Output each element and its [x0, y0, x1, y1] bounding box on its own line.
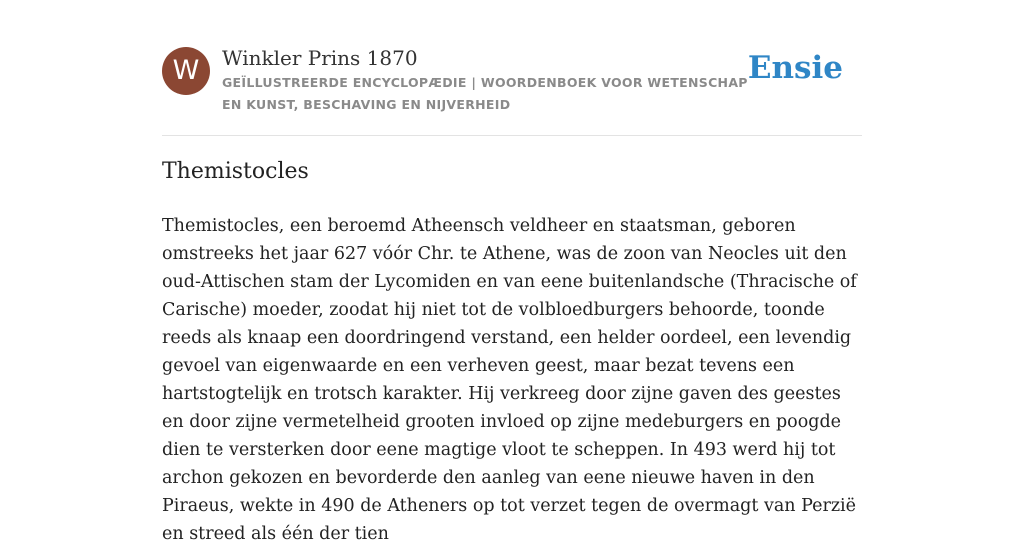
article-title: Themistocles — [162, 159, 309, 184]
source-header — [162, 46, 862, 136]
brand-logo-link[interactable]: Ensie — [747, 50, 843, 86]
source-subtitle: GEÏLLUSTREERDE ENCYCLOPÆDIE | WOORDENBOEK VOOR WETENSCHAP EN KUNST, BESCHAVING EN NIJVERHEID — [222, 75, 748, 112]
source-avatar[interactable]: W — [162, 47, 210, 95]
article-body: Themistocles, een beroemd Atheensch veldheer en staatsman, geboren omstreeks het jaar 627 vóór Chr. te Athene, was de zoon van Neocles uit den oud-Attischen stam der Lycomiden en van eene buitenlandsche (Thracische of Carische) moeder, zoodat hij niet tot de volbloedburgers behoorde, toonde reeds als knaap een doordringend verstand, een helder oordeel, een levendig gevoel van eigenwaarde en een verheven geest, maar bezat tevens een hartstogtelijk en trotsch karakter. Hij verkreeg door zijne gaven des geestes en door zijne vermetelheid grooten invloed op zijne medeburgers en poogde dien te versterken door eene magtige vloot te scheppen. In 493 werd hij tot archon gekozen en bevorderde den aanleg van eene nieuwe haven in den Piraeus, wekte in 490 de Atheners op tot verzet tegen de overmagt van Perzië en streed als één der tien — [162, 216, 857, 544]
source-title[interactable]: Winkler Prins 1870 — [222, 46, 418, 70]
header-divider — [162, 135, 862, 136]
